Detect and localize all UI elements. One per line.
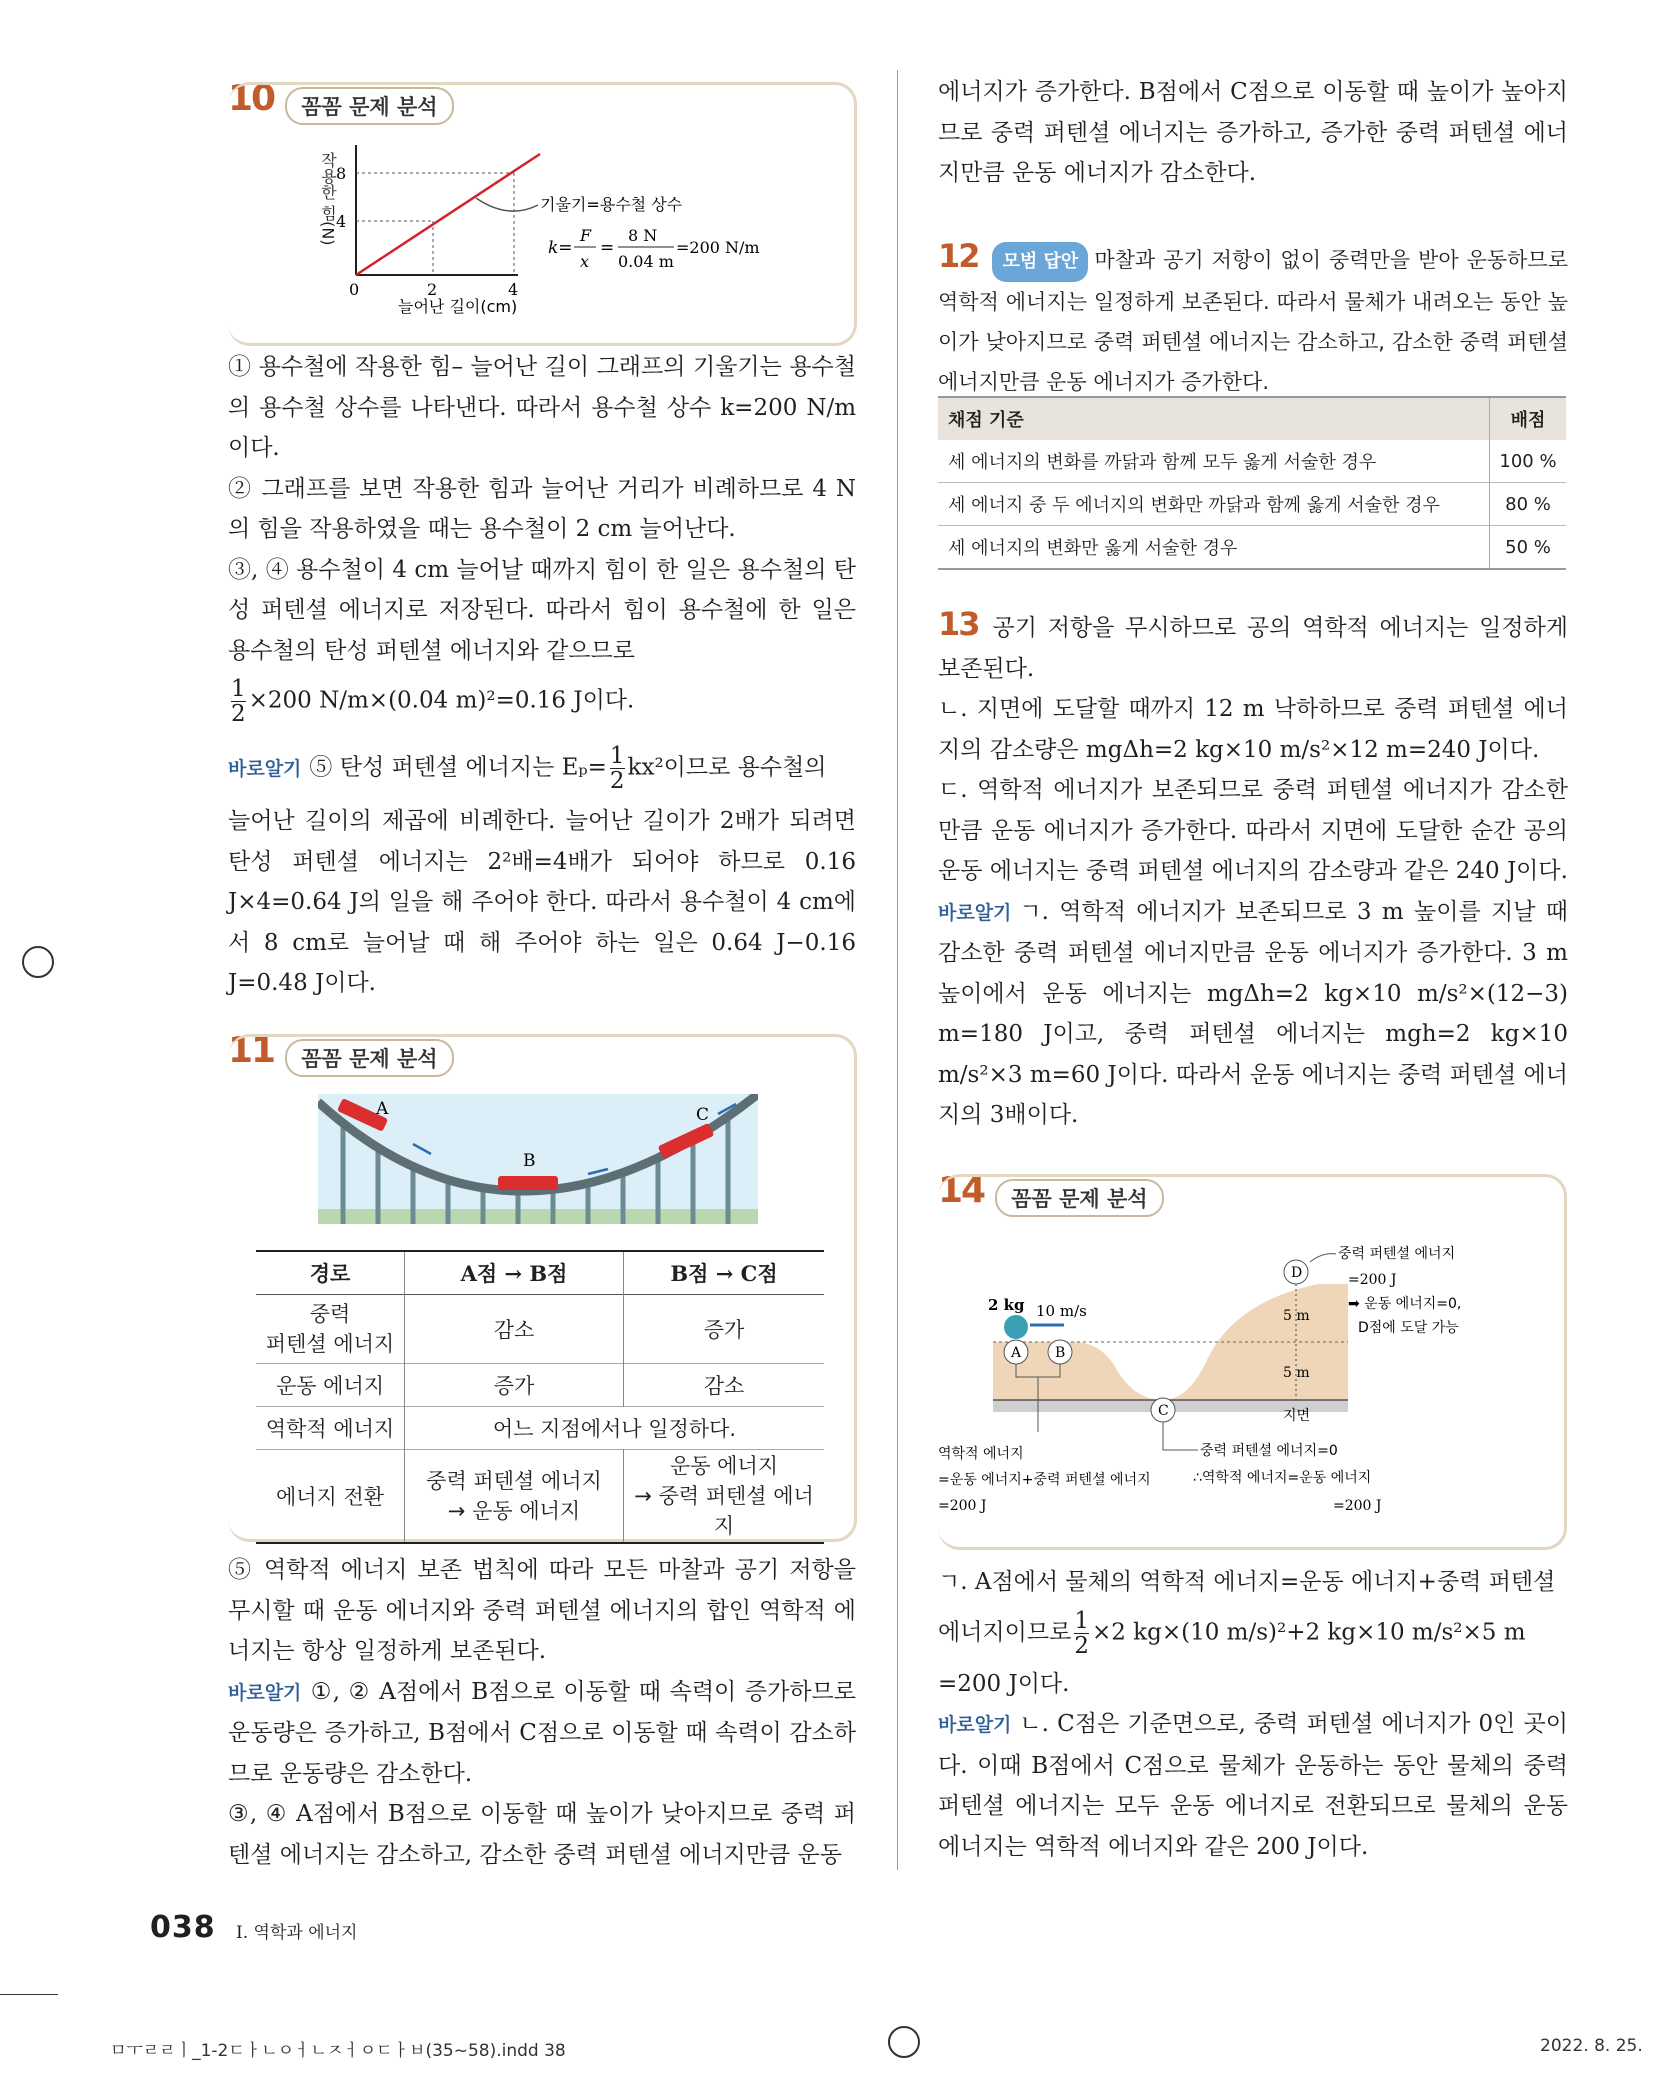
q11-label-C: C (696, 1105, 710, 1125)
crop-mark-left (0, 1994, 58, 1995)
q14-h1: 5 m (1283, 1308, 1310, 1324)
registration-mark-left-icon (22, 946, 54, 978)
q14-left3: =200 J (938, 1498, 987, 1514)
q11-continued (938, 72, 1568, 194)
q14-c1: 중력 퍼텐셜 에너지=0 (1200, 1443, 1338, 1459)
q14-baro-tag: 바로알기 (938, 1714, 1012, 1736)
q14-badge: 꼼꼼 문제 분석 (995, 1179, 1163, 1217)
q13-block (938, 604, 1568, 1136)
q14-baro-line (938, 1704, 1568, 1867)
q10-number: 10 (228, 78, 275, 119)
q11-potential-bc: 증가 (703, 1318, 745, 1342)
q10-p3: ③, ④ 용수철이 4 cm 늘어날 때까지 힘이 한 일은 용수철의 탄성 퍼텐셜 에너지로 저장된다. 따라서 힘이 용수철에 한 일은 용수철의 탄성 퍼텐셜 에너지와 같으므로 (228, 556, 856, 664)
q10-xlabel: 늘어난 길이(cm) (398, 297, 518, 316)
q14-p2: ㄴ. C점은 기준면으로, 중력 퍼텐셜 에너지가 0인 곳이다. 이때 B점에서 C점으로 물체가 운동하는 동안 물체의 중력 퍼텐셜 에너지는 모두 운동 에너지로 전환되므로 물체의 운동 에너지는 역학적 에너지와 같은 200 J이다. (938, 1711, 1568, 1860)
q11-baro-tag: 바로알기 (228, 1681, 302, 1704)
q11-number: 11 (228, 1030, 275, 1071)
q14-label-B: B (1055, 1345, 1066, 1361)
q12-score-1: 100 % (1499, 450, 1557, 472)
q10-eq: = (600, 238, 615, 258)
q14-calc-line (938, 1609, 1568, 1658)
q10-formula-lhs: k= (548, 238, 573, 258)
q13-p1-line (938, 604, 1568, 689)
q10-slope-note: 기울기=용수철 상수 (540, 195, 683, 214)
q10-ep-fraction: $\frac{1}{2}$ (609, 743, 625, 794)
q10-xtick-0: 0 (349, 280, 360, 299)
q12-scoring-table (938, 396, 1566, 570)
column-divider (897, 70, 898, 1870)
q11-badge: 꼼꼼 문제 분석 (285, 1039, 453, 1077)
q13-p1: 공기 저항을 무시하므로 공의 역학적 에너지는 일정하게 보존된다. (938, 615, 1568, 682)
q14-h2: 5 m (1283, 1365, 1310, 1381)
q10-f-den: x (580, 252, 590, 271)
file-slug: ㅁㅜㄹㄹㅣ_1-2ㄷㅏㄴㅇㅓㄴㅈㅓㅇㄷㅏㅂ(35~58).indd 38 (110, 2041, 566, 2061)
q11-rollercoaster (318, 1094, 758, 1224)
q10-p1: ① 용수철에 작용한 힘– 늘어난 길이 그래프의 기울기는 용수철의 용수철 상수를 나타낸다. 따라서 용수철 상수 k=200 N/m이다. (228, 354, 856, 461)
q11-p1: ⑤ 역학적 에너지 보존 법칙에 따라 모든 마찰과 공기 저항을 무시할 때 운동 에너지와 중력 퍼텐셜 에너지의 합인 역학적 에너지는 항상 일정하게 보존된다. (228, 1557, 856, 1664)
q10-result: =200 N/m (676, 238, 760, 257)
q10-graph (228, 140, 858, 320)
q14-half-fraction: $\frac{1}{2}$ (1074, 1607, 1089, 1659)
q14-ground-label: 지면 (1283, 1408, 1311, 1424)
q11-p3: ③, ④ A점에서 B점으로 이동할 때 높이가 낮아지므로 중력 퍼텐셜 에너지는 감소하고, 감소한 중력 퍼텐셜 에너지만큼 운동 (228, 1801, 856, 1868)
q14-left2: =운동 에너지+중력 퍼텐셜 에너지 (938, 1472, 1151, 1488)
q10-ylabel: 작용한 힘(N) (318, 152, 338, 246)
q10-ytick-4: 4 (336, 212, 347, 231)
q14-d-pointer (1310, 1254, 1336, 1262)
q11-label-A: A (376, 1099, 389, 1119)
q10-p5: 늘어난 길이의 제곱에 비례한다. 늘어난 길이가 2배가 되려면 탄성 퍼텐셜 에너지는 2²배=4배가 되어야 하므로 0.16 J×4=0.64 J의 일을 해 주어야 한다. 따라서 용수철이 4 cm에서 8 cm로 늘어날 때 해 주어야 하는 일은 0.64 J−0.16 J=0.48 J이다. (228, 808, 856, 996)
q11-baro-line (228, 1672, 856, 1795)
q10-p4b: kx²이므로 용수철의 (627, 754, 827, 781)
q11-row-conversion: 에너지 전환 (256, 1450, 405, 1544)
q12-criteria-1: 세 에너지의 변화를 까닭과 함께 모두 옳게 서술한 경우 (938, 440, 1490, 483)
q10-calc: ×200 N/m×(0.04 m)²=0.16 J이다. (248, 687, 635, 714)
q14-number: 14 (938, 1170, 985, 1211)
q14-d-note2: =200 J (1348, 1272, 1397, 1288)
q12-criteria-3: 세 에너지의 변화만 옳게 서술한 경우 (938, 526, 1490, 570)
q10-xtick-4: 4 (508, 280, 519, 299)
q11-row-kinetic: 운동 에너지 (256, 1364, 405, 1407)
q14-speed: 10 m/s (1036, 1302, 1087, 1320)
q14-c-pointer (1163, 1422, 1198, 1450)
q11-th-ab: A점 → B점 (405, 1251, 624, 1295)
q11-row-mechanical: 역학적 에너지 (256, 1407, 405, 1450)
q11-mechanical-value: 어느 지점에서나 일정하다. (492, 1417, 737, 1441)
q10-p2: ② 그래프를 보면 작용한 힘과 늘어난 거리가 비례하므로 4 N의 힘을 작용하였을 때는 용수철이 2 cm 늘어난다. (228, 475, 856, 542)
q10-calc-line (228, 677, 856, 726)
q10-baro-tag: 바로알기 (228, 757, 302, 780)
q10-f-num: F (580, 226, 592, 245)
q10-explanation (228, 347, 856, 1004)
section-title: I. 역학과 에너지 (236, 1923, 358, 1943)
q11-label-B: B (523, 1151, 536, 1171)
q13-number: 13 (938, 605, 979, 643)
q11-energy-table (256, 1250, 824, 1544)
q11-conversion-bc: 운동 에너지 → 중력 퍼텐셜 에너지 (634, 1454, 814, 1538)
print-date: 2022. 8. 25. (1540, 2036, 1643, 2056)
q11-kinetic-ab: 증가 (405, 1364, 624, 1407)
q12-th-score: 배점 (1510, 410, 1546, 431)
q10-data-line (356, 154, 540, 275)
q12-number: 12 (938, 237, 979, 275)
q14-p1c: ×2 kg×(10 m/s)²+2 kg×10 m/s²×5 m (1091, 1619, 1526, 1645)
q10-ytick-8: 8 (336, 164, 347, 183)
q11-explanation (228, 1550, 856, 1875)
q11-p2: ①, ② A점에서 B점으로 이동할 때 속력이 증가하므로 운동량은 증가하고, B점에서 C점으로 이동할 때 속력이 감소하므로 운동량은 감소한다. (228, 1678, 856, 1787)
q11-row-potential: 중력 퍼텐셜 에너지 (256, 1295, 405, 1364)
q14-label-A: A (1011, 1345, 1022, 1361)
q10-half-fraction: $\frac{1}{2}$ (231, 676, 246, 727)
q11-th-path: 경로 (256, 1251, 405, 1295)
q10-baro-line (228, 744, 856, 793)
q10-badge: 꼼꼼 문제 분석 (285, 87, 453, 125)
q14-d-note3: ➡ 운동 에너지=0, (1348, 1296, 1462, 1312)
q13-baro-line (938, 892, 1568, 1136)
q13-p2: ㄴ. 지면에 도달할 때까지 12 m 낙하하므로 중력 퍼텐셜 에너지의 감소량은 mgΔh=2 kg×10 m/s²×12 m=240 J이다. (938, 696, 1568, 763)
q14-p1b: 에너지이므로 (938, 1619, 1072, 1645)
q14-mass: 2 kg (988, 1296, 1025, 1314)
q10-p4a: ⑤ 탄성 퍼텐셜 에너지는 Eₚ= (309, 754, 607, 781)
q14-label-C: C (1158, 1403, 1169, 1419)
q14-c2: ∴역학적 에너지=운동 에너지 (1193, 1470, 1372, 1486)
q10-xtick-2: 2 (427, 280, 438, 299)
q10-v-den: 0.04 m (618, 252, 674, 271)
q14-p1a: ㄱ. A점에서 물체의 역학적 에너지=운동 에너지+중력 퍼텐셜 (938, 1569, 1556, 1595)
q13-p4: ㄱ. 역학적 에너지가 보존되므로 3 m 높이를 지날 때 감소한 중력 퍼텐셜 에너지만큼 운동 에너지가 증가한다. 3 m 높이에서 운동 에너지는 mgΔh=2 kg×10 m/s²×(12−3) m=180 J이고, 중력 퍼텐셜 에너지는 mgh=2 kg×10 m/s²×3 m=60 J이다. 따라서 운동 에너지는 중력 퍼텐셜 에너지의 3배이다. (938, 898, 1568, 1128)
q12-score-2: 80 % (1505, 493, 1551, 515)
registration-mark-icon (888, 2026, 920, 2058)
q12-score-3: 50 % (1505, 536, 1551, 558)
q11-potential-ab: 감소 (405, 1295, 624, 1364)
q11-conversion-ab: 중력 퍼텐셜 에너지 → 운동 에너지 (405, 1450, 624, 1544)
q12-answer: 마찰과 공기 저항이 없이 중력만을 받아 운동하므로 역학적 에너지는 일정하게 보존된다. 따라서 물체가 내려오는 동안 높이가 낮아지므로 중력 퍼텐셜 에너지는 감소하고, 감소한 중력 퍼텐셜 에너지만큼 운동 에너지가 증가한다. (938, 248, 1568, 394)
page-number: 038 (150, 1910, 216, 1945)
q10-v-num: 8 N (628, 226, 658, 245)
q12-answer-line (938, 236, 1568, 402)
q14-ball (1004, 1315, 1028, 1339)
q14-left1: 역학적 에너지 (938, 1446, 1024, 1462)
q10-slope-pointer (476, 198, 538, 211)
q14-explanation (938, 1562, 1568, 1867)
q13-p3: ㄷ. 역학적 에너지가 보존되므로 중력 퍼텐셜 에너지가 감소한 만큼 운동 에너지가 증가한다. 따라서 지면에 도달한 순간 공의 운동 에너지는 중력 퍼텐셜 에너지의 감소량과 같은 240 J이다. (938, 777, 1568, 884)
q14-diagram (938, 1222, 1568, 1542)
q14-label-D: D (1291, 1265, 1303, 1281)
q14-c3: =200 J (1333, 1498, 1382, 1514)
q11-kinetic-bc: 감소 (703, 1374, 745, 1398)
q14-p1d: =200 J이다. (938, 1670, 1070, 1697)
q11-p4: 에너지가 증가한다. B점에서 C점으로 이동할 때 높이가 높아지므로 중력 퍼텐셜 에너지는 증가하고, 증가한 중력 퍼텐셜 에너지만큼 운동 에너지가 감소한다. (938, 79, 1568, 186)
q12-th-criteria: 채점 기준 (938, 397, 1490, 440)
q14-d-note1: 중력 퍼텐셜 에너지 (1338, 1246, 1456, 1262)
q12-block (938, 236, 1568, 402)
q11-th-bc: B점 → C점 (670, 1261, 778, 1286)
q12-criteria-2: 세 에너지 중 두 에너지의 변화만 까닭과 함께 옳게 서술한 경우 (938, 483, 1490, 526)
q12-badge: 모범 답안 (992, 242, 1088, 282)
q13-baro-tag: 바로알기 (938, 901, 1012, 924)
q14-d-note4: D점에 도달 가능 (1358, 1320, 1459, 1336)
